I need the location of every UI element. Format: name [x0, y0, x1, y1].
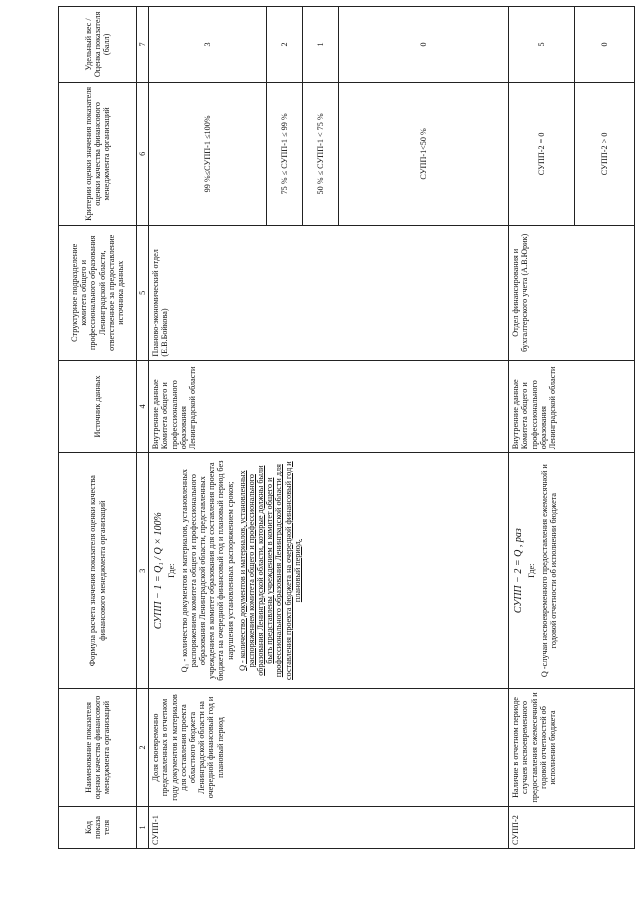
header-formula: Формула расчета значения показателя оценки качества финансового менеджмента организаций — [59, 453, 137, 689]
row-source: Внутренние данные Комитета общего и профессионального образования Ленинградской области — [509, 360, 635, 453]
formula-where: Где: — [527, 563, 537, 578]
header-source: Источник данных — [59, 360, 137, 453]
criteria-table — [58, 6, 635, 849]
table-row — [149, 7, 267, 849]
criterion: 75 % ≤ СУПП-1 ≤ 99 % — [267, 82, 303, 225]
header-code: Код показа теля — [59, 806, 137, 848]
criterion: СУПП-1<50 % — [339, 82, 509, 225]
header-name: Наименование показателя оценки качества финансового менеджмента организаций — [59, 689, 137, 807]
criterion: СУПП-2 = 0 — [509, 82, 575, 225]
column-number: 5 — [137, 225, 149, 360]
score: 1 — [303, 7, 339, 83]
row-department: Отдел финансирования и бухгалтерского учета (А.В.Юрик) — [509, 225, 635, 360]
header-weight: Удельный вес / Оценка показателя (балл) — [59, 7, 137, 83]
criterion: СУПП-2 > 0 — [575, 82, 635, 225]
formula-definition: Q₁ - количество документов и материалов, установленных распоряжением комитета общего и профессионального образования Ленинградской области, представленных учреждением в комитет образования для составления проекта бюджета на очередной финансовый год и плановый период без нарушения установленных распоряжением сроков; — [179, 460, 235, 681]
column-number: 1 — [137, 806, 149, 848]
header-department: Структурное подразделение комитета общего и профессионального образования Ленинградской области, ответственное за предоставление источника данных — [59, 225, 137, 360]
row-code: СУПП-2 — [509, 806, 635, 848]
row-code: СУПП-1 — [149, 806, 509, 848]
row-department: Планово-экономический отдел (Е.В.Бойкова) — [149, 225, 509, 360]
row-formula-cell — [509, 453, 635, 689]
formula: СУПП − 1 = Q₁ / Q × 100% — [153, 512, 165, 630]
column-number: 6 — [137, 82, 149, 225]
score: 3 — [149, 7, 267, 83]
criterion: 99 %≤СУПП-1 ≤100% — [149, 82, 267, 225]
column-number: 7 — [137, 7, 149, 83]
row-name: Наличие в отчетном периоде случаев несвоевременного предоставления ежемесячной и годовой отчетностей об исполнении бюджета — [509, 689, 635, 807]
row-source: Внутренние данные Комитета общего и профессионального образования Ленинградской области — [149, 360, 509, 453]
criterion: 50 % ≤ СУПП-1 < 75 % — [303, 82, 339, 225]
column-number: 3 — [137, 453, 149, 689]
table-row — [509, 7, 575, 849]
row-formula-cell — [149, 453, 509, 689]
column-number: 4 — [137, 360, 149, 453]
formula-definition: Q - количество документов и материалов, установленных распоряжением комитета общего и профессионального образования Ленинградской области, которые должны были быть представлены учреждением в комитет общего и профессионального образования Ленинградской области для составления проекта бюджета на очередной финансовый год и плановый период. — [237, 461, 302, 680]
score: 0 — [339, 7, 509, 83]
score: 5 — [509, 7, 575, 83]
header-criteria: Критерии оценки значения показателя оценки качества финансового менеджмента организаций — [59, 82, 137, 225]
score: 0 — [575, 7, 635, 83]
header-row — [59, 7, 137, 849]
score: 2 — [267, 7, 303, 83]
row-name: Доля своевременно представленных в отчетном году документов и материалов для составления проекта областного бюджета Ленинградской области на очередной финансовый год и плановый период — [149, 689, 509, 807]
column-number: 2 — [137, 689, 149, 807]
column-number-row — [137, 7, 149, 849]
formula-definition: Q -случаи несвоевременного предоставления ежемесячной и годовой отчетности об исполнении бюджета — [539, 464, 558, 678]
formula: СУПП − 2 = Q , раз — [513, 528, 525, 614]
formula-where: Где: — [167, 563, 177, 578]
